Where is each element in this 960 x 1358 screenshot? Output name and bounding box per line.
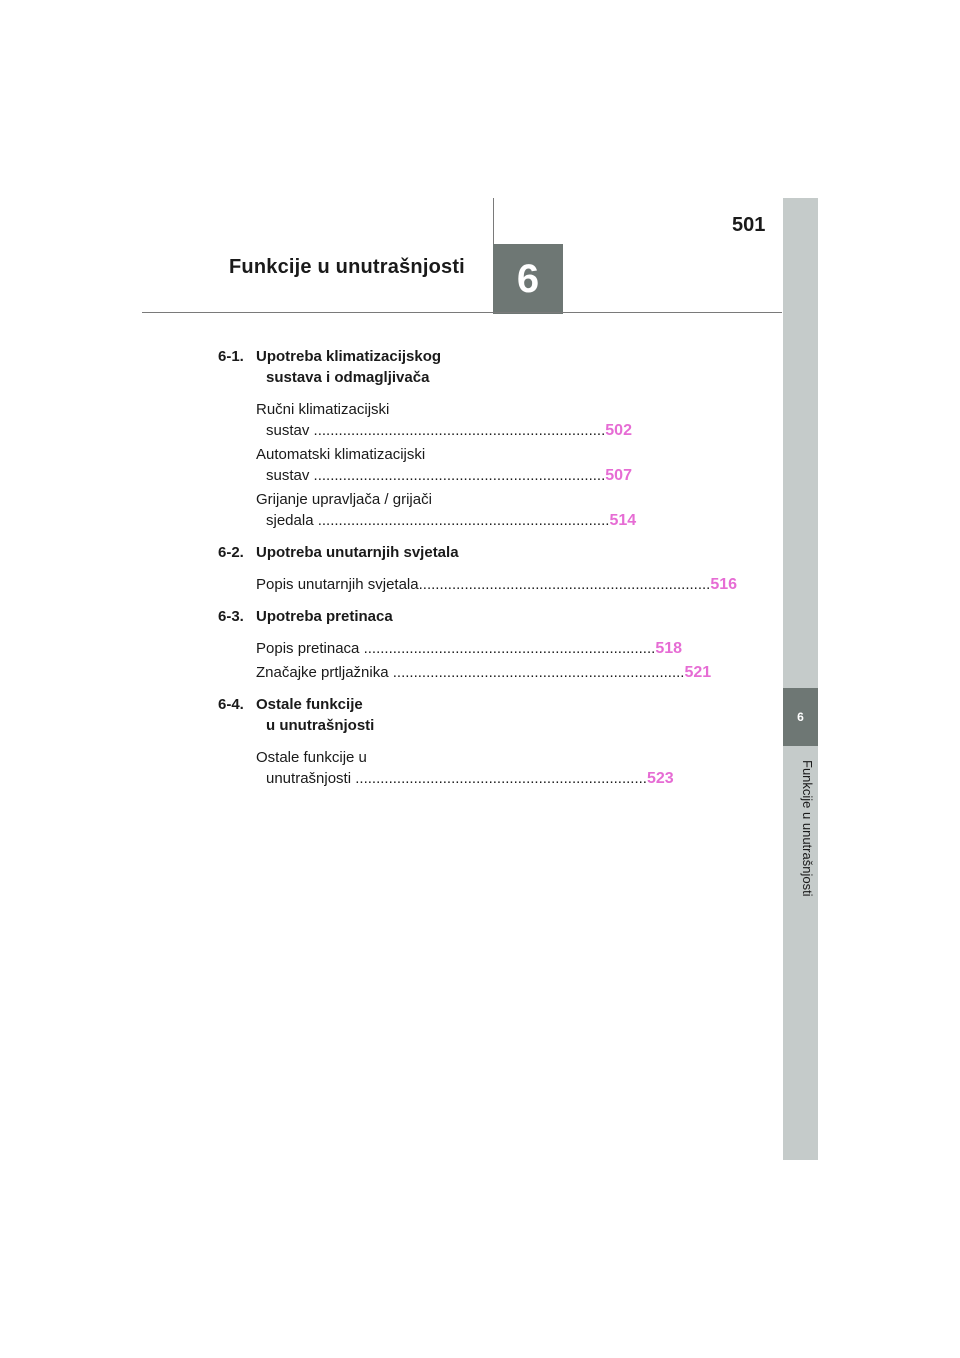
header-divider-horizontal (142, 312, 782, 313)
section-title-cont: u unutrašnjosti (266, 717, 375, 734)
page-number: 501 (732, 214, 766, 236)
section-number: 6-4. (218, 696, 244, 713)
side-thumb-strip (783, 198, 818, 1160)
entry-title-cont: sjedala (266, 512, 314, 529)
table-of-contents (218, 346, 738, 792)
section-title: Ostale funkcije (256, 696, 363, 713)
side-chapter-tab[interactable]: 6 (783, 688, 818, 746)
section-number: 6-2. (218, 544, 244, 561)
section-number: 6-3. (218, 608, 244, 625)
section-number: 6-1. (218, 348, 244, 365)
page-link[interactable]: 507 (605, 467, 632, 484)
section-title-cont: sustava i odmagljivača (266, 369, 430, 386)
page-link[interactable]: 502 (605, 422, 632, 439)
entry-title: Značajke prtljažnika (256, 664, 389, 681)
toc-entry[interactable]: Popis pretinaca ...................................................................... 518 (256, 640, 683, 657)
entry-title: Popis pretinaca (256, 640, 360, 657)
section-title: Upotreba pretinaca (256, 608, 393, 625)
chapter-title: Funkcije u unutrašnjosti (229, 256, 465, 278)
toc-section-6-1 (218, 346, 468, 388)
entry-title: Ručni klimatizacijski (256, 401, 390, 418)
entry-title-cont: sustav (266, 467, 310, 484)
page-link[interactable]: 521 (684, 664, 712, 681)
page-link[interactable]: 523 (646, 770, 674, 787)
toc-section-6-2 (218, 542, 468, 563)
toc-entry[interactable]: Automatski klimatizacijski sustav ...................................................................... 507 (256, 446, 632, 484)
entry-title-cont: sustav (266, 422, 310, 439)
side-chapter-label: Funkcije u unutrašnjosti (800, 760, 815, 897)
entry-title: Automatski klimatizacijski (256, 446, 426, 463)
toc-entry[interactable]: Ostale funkcije u unutrašnjosti ...................................................................... 523 (256, 749, 674, 787)
toc-entry[interactable]: Značajke prtljažnika ...................................................................... 521 (256, 664, 712, 681)
header-divider-vertical (493, 198, 494, 246)
entry-title: Ostale funkcije u (256, 749, 367, 766)
section-title: Upotreba unutarnjih svjetala (256, 544, 459, 561)
toc-entry[interactable]: Grijanje upravljača / grijači sjedala ...................................................................... 514 (256, 491, 637, 529)
entry-title: Popis unutarnjih svjetala (256, 576, 419, 593)
chapter-number-badge: 6 (493, 244, 563, 314)
entry-title: Grijanje upravljača / grijači (256, 491, 432, 508)
section-title: Upotreba klimatizacijskog (256, 348, 442, 365)
page-link[interactable]: 518 (655, 640, 683, 657)
page-link[interactable]: 514 (609, 512, 637, 529)
toc-entry[interactable]: Ručni klimatizacijski sustav ...................................................................... 502 (256, 401, 632, 439)
toc-entry[interactable]: Popis unutarnjih svjetala ...................................................................... 516 (256, 576, 738, 593)
page-link[interactable]: 516 (710, 576, 738, 593)
toc-section-6-3 (218, 606, 468, 627)
entry-title-cont: unutrašnjosti (266, 770, 352, 787)
toc-section-6-4 (218, 694, 468, 736)
